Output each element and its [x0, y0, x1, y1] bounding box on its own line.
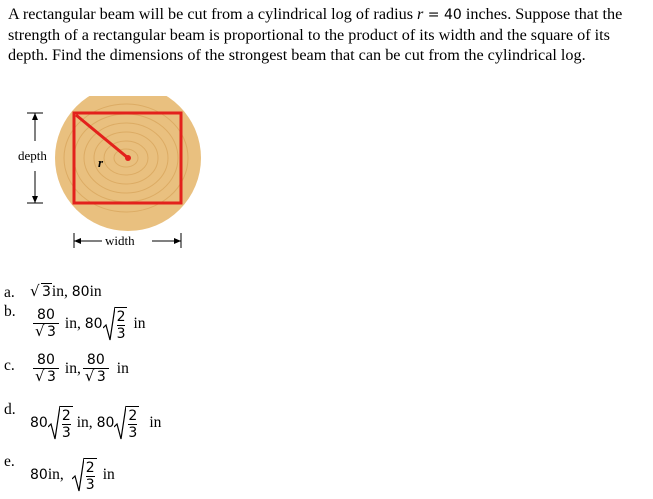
choice-a-sqrt: √ 3: [30, 282, 51, 300]
radius-label: r: [98, 155, 104, 170]
radius-variable: r: [417, 5, 424, 23]
problem-text-2: inches. Suppose that the strength of a rectangular beam is proportional to the product of its width and the square of its depth. Find the dimensions of the strongest beam that can be cut from the cylindrical log.: [8, 5, 623, 64]
choice-e-sqrt: 2 3: [72, 457, 97, 493]
choice-e[interactable]: 80 in, 2 3 in: [30, 457, 115, 493]
width-label: width: [105, 233, 135, 248]
choice-b-fraction: 80 √ 3: [33, 307, 59, 341]
depth-label: depth: [18, 148, 47, 163]
choice-d-letter: d.: [4, 401, 16, 418]
choice-b-letter: b.: [4, 303, 16, 320]
choice-c[interactable]: 80 √ 3 in, 80 √ 3 in: [35, 352, 129, 385]
radius-value: = 40: [423, 7, 462, 23]
choice-b-sqrt: 2 3: [103, 306, 128, 342]
log-beam-diagram: [0, 96, 220, 261]
choice-b[interactable]: 80 √ 3 in, 80 2 3 in: [35, 307, 146, 342]
choice-e-letter: e.: [4, 453, 15, 470]
problem-text-1: A rectangular beam will be cut from a cylindrical log of radius: [8, 5, 418, 23]
choice-d-sqrt-1: 2 3: [48, 405, 73, 441]
choice-d[interactable]: 80 2 3 in, 80 2 3 in: [30, 405, 161, 441]
choice-c-fraction-1: 80 √ 3: [33, 352, 59, 386]
choice-c-letter: c.: [4, 357, 15, 374]
choice-a[interactable]: √ 3 in, 80 in: [30, 282, 102, 300]
center-point: [125, 155, 131, 161]
choice-d-sqrt-2: 2 3: [114, 405, 139, 441]
choice-a-letter: a.: [4, 284, 15, 301]
problem-statement: [8, 4, 648, 65]
choice-c-fraction-2: 80 √ 3: [83, 352, 109, 386]
